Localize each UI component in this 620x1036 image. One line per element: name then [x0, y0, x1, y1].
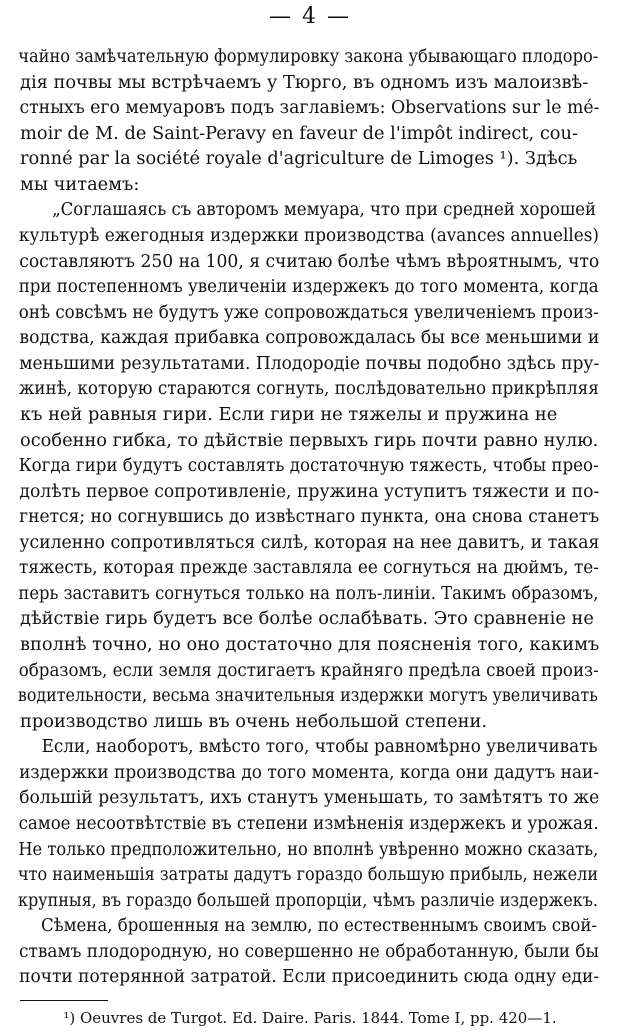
- text-line: moir de M. de Saint-Peravy en faveur de l'impôt indirect, cou-: [20, 122, 578, 144]
- text-line: ствамъ плодородную, но совершенно не обработанную, были бы: [19, 940, 600, 962]
- text-line: гнется; но согнувшись до извѣстнаго пункта, она снова станетъ: [19, 506, 600, 528]
- text-line: образомъ, если земля достигаетъ крайняго предѣла своей произ-: [18, 659, 599, 681]
- text-line: стныхъ его мемуаровъ подъ заглавіемъ: Observations sur le mé-: [19, 97, 600, 119]
- text-line: „Соглашаясь съ авторомъ мемуара, что при средней хорошей: [52, 199, 597, 221]
- text-line: дѣйствіе гирь будетъ все болѣе ослабѣвать. Это сравненіе не: [20, 608, 594, 630]
- text-line: ronné par la société royale d'agriculture de Limoges ¹). Здѣсь: [20, 148, 578, 170]
- text-line: водства, каждая прибавка сопровождалась бы все меньшими и: [19, 327, 600, 349]
- text-line: чайно замѣчательную формулировку закона убывающаго плодоро-: [18, 46, 599, 67]
- text-line: самое несоотвѣтствіе въ степени измѣненія издержекъ и урожая.: [18, 813, 599, 835]
- text-line: что наименьшія затраты дадутъ гораздо большую прибыль, нежели: [18, 864, 599, 886]
- text-line: Если, наоборотъ, вмѣсто того, чтобы равномѣрно увеличивать: [41, 736, 598, 758]
- text-line: особенно гибка, то дѣйствіе первыхъ гирь почти равно нулю.: [20, 429, 599, 451]
- text-line: крупныя, въ гораздо большей пропорціи, чѣмъ различіе издержекъ.: [17, 889, 598, 911]
- text-line: большій результатъ, ихъ станутъ уменьшать, то замѣтятъ то же: [19, 787, 600, 809]
- text-line: тяжесть, которая прежде заставляла ее согнуться на дюймъ, те-: [18, 557, 599, 579]
- text-line: онѣ совсѣмъ не будутъ уже сопровождаться увеличеніемъ произ-: [18, 301, 599, 323]
- page-number: — 4 —: [269, 4, 351, 29]
- text-line: жинѣ, которую стараются согнуть, послѣдовательно прикрѣпляя: [18, 378, 599, 400]
- text-line: Когда гири будутъ составлять достаточную тяжесть, чтобы прео-: [18, 455, 599, 477]
- text-line: издержки производства до того момента, когда они дадутъ наи-: [19, 761, 600, 783]
- text-line: меньшими результатами. Плодородіе почвы подобно здѣсь пру-: [19, 352, 600, 374]
- text-line: водительности, весьма значительныя издержки могутъ увеличивать: [17, 685, 598, 707]
- footnote-divider: [20, 1000, 108, 1001]
- text-line: почти потерянной затратой. Если присоединить сюда одну еди-: [19, 966, 600, 988]
- footnote: ¹) Oeuvres de Turgot. Ed. Daire. Paris. 1844. Tome I, pp. 420—1.: [63, 1009, 557, 1027]
- text-line: Сѣмена, брошенныя на землю, по естественнымъ своимъ свой-: [40, 915, 597, 937]
- text-line: вполнѣ точно, но оно достаточно для поясненія того, какимъ: [20, 634, 600, 656]
- text-line: дія почвы мы встрѣчаемъ у Тюрго, въ одномъ изъ малоизвѣ-: [20, 71, 589, 93]
- text-line: къ ней равныя гири. Если гири не тяжелы и пружина не: [20, 403, 558, 425]
- text-line: мы читаемъ:: [20, 173, 140, 195]
- text-line: Не только предположительно, но вполнѣ увѣренно можно сказать,: [18, 838, 599, 860]
- text-line: при постепенномъ увеличеніи издержекъ до того момента, когда: [18, 276, 599, 298]
- text-line: долѣть первое сопротивленіе, пружина уступитъ тяжести и по-: [19, 480, 600, 502]
- text-line: перь заставитъ согнуться только на полъ-линіи. Такимъ образомъ,: [18, 582, 599, 604]
- text-line: составляютъ 250 на 100, я считаю болѣе чѣмъ вѣроятнымъ, что: [19, 250, 600, 272]
- text-line: культурѣ ежегодныя издержки производства (avances annuelles): [18, 224, 599, 246]
- text-line: усиленно сопротивляться силѣ, которая на нее давитъ, и такая: [19, 531, 600, 553]
- text-line: производство лишь въ очень небольшой степени.: [20, 710, 488, 732]
